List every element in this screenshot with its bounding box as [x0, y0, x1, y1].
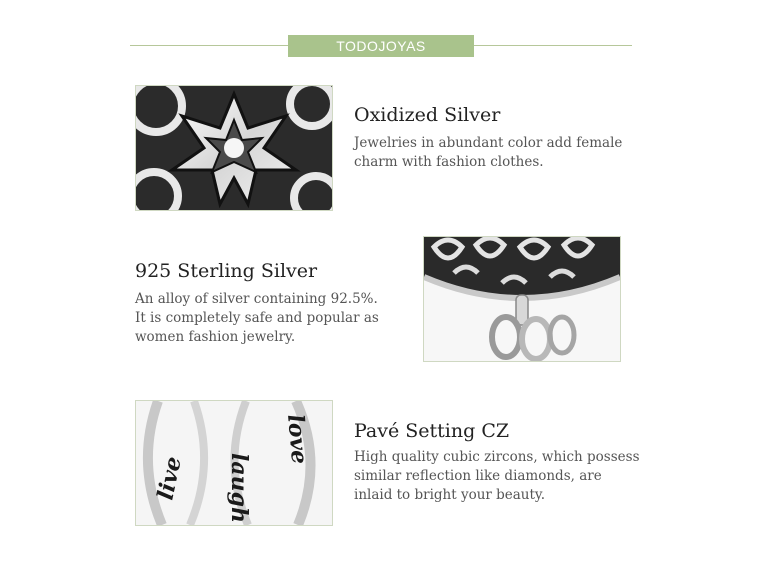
oxidized-silver-photo [135, 85, 333, 211]
feature-title-sterling-silver: 925 Sterling Silver [135, 260, 318, 282]
desc-line: inlaid to bright your beauty. [354, 487, 546, 503]
feature-desc-oxidized-silver [354, 134, 622, 172]
desc-line: An alloy of silver containing 92.5%. [135, 291, 378, 307]
svg-text:laugh: laugh [226, 453, 252, 523]
desc-line: It is completely safe and popular as [135, 310, 379, 326]
desc-line: Jewelries in abundant color add female [354, 135, 623, 151]
header-rule-right [474, 45, 632, 46]
brand-banner: TODOJOYAS [288, 35, 474, 57]
svg-text:live: live [152, 454, 187, 503]
feature-desc-pave-setting [354, 448, 640, 505]
feature-title-oxidized-silver: Oxidized Silver [354, 104, 501, 126]
desc-line: women fashion jewelry. [135, 329, 296, 345]
svg-text:love: love [282, 413, 313, 466]
desc-line: High quality cubic zircons, which possess [354, 449, 640, 465]
desc-line: charm with fashion clothes. [354, 154, 544, 170]
header-rule-left [130, 45, 288, 46]
pave-setting-photo [135, 400, 333, 526]
feature-desc-sterling-silver [135, 290, 379, 347]
feature-title-pave-setting: Pavé Setting CZ [354, 420, 510, 442]
sterling-silver-photo [423, 236, 621, 362]
desc-line: similar reflection like diamonds, are [354, 468, 602, 484]
